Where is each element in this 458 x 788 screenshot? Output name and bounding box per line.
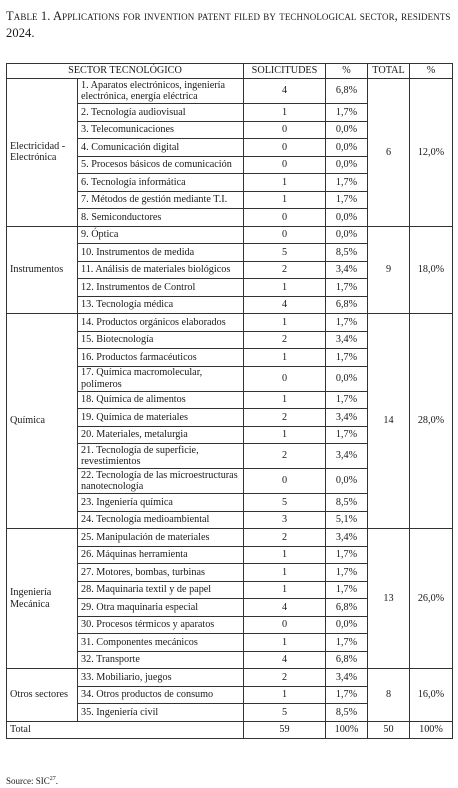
header-solicitudes: SOLICITUDES: [244, 64, 326, 79]
pct-value: 1,7%: [326, 686, 368, 704]
table-title: Table 1. Applications for invention patent filed by technological sector, residents 2024.: [6, 9, 451, 40]
pct-value: 3,4%: [326, 669, 368, 687]
pct-value: 3,4%: [326, 444, 368, 469]
header-pct: %: [326, 64, 368, 79]
technology-name: 14. Productos orgánicos elaborados: [78, 314, 244, 332]
technology-name: 12. Instrumentos de Control: [78, 279, 244, 297]
pct-value: 0,0%: [326, 469, 368, 494]
pct-value: 1,7%: [326, 546, 368, 564]
sector-total-pct: 12,0%: [410, 79, 453, 227]
pct-value: 1,7%: [326, 104, 368, 122]
sector-total-pct: 18,0%: [410, 226, 453, 314]
solicitudes-value: 1: [244, 191, 326, 209]
table-row: [7, 529, 453, 547]
total-label: Total: [7, 721, 244, 738]
header-row: [7, 64, 453, 79]
pct-value: 1,7%: [326, 191, 368, 209]
solicitudes-value: 4: [244, 296, 326, 314]
sector-total-pct: 28,0%: [410, 314, 453, 529]
pct-value: 5,1%: [326, 511, 368, 529]
solicitudes-value: 0: [244, 156, 326, 174]
sector-name: Química: [7, 314, 78, 529]
technology-name: 10. Instrumentos de medida: [78, 244, 244, 262]
solicitudes-value: 0: [244, 469, 326, 494]
technology-name: 34. Otros productos de consumo: [78, 686, 244, 704]
solicitudes-value: 0: [244, 366, 326, 391]
header-total: TOTAL: [368, 64, 410, 79]
table-row: [7, 226, 453, 244]
table-row: [7, 79, 453, 104]
technology-name: 18. Química de alimentos: [78, 391, 244, 409]
sector-total: 8: [368, 669, 410, 722]
patent-table: [6, 63, 453, 739]
pct-value: 3,4%: [326, 529, 368, 547]
solicitudes-value: 1: [244, 104, 326, 122]
sector-name: Otros sectores: [7, 669, 78, 722]
pct-value: 1,7%: [326, 174, 368, 192]
solicitudes-value: 0: [244, 121, 326, 139]
pct-value: 3,4%: [326, 261, 368, 279]
technology-name: 7. Métodos de gestión mediante T.I.: [78, 191, 244, 209]
total-pct: 100%: [326, 721, 368, 738]
pct-value: 1,7%: [326, 279, 368, 297]
pct-value: 8,5%: [326, 704, 368, 722]
pct-value: 0,0%: [326, 121, 368, 139]
solicitudes-value: 1: [244, 686, 326, 704]
technology-name: 2. Tecnología audiovisual: [78, 104, 244, 122]
pct-value: 6,8%: [326, 599, 368, 617]
solicitudes-value: 1: [244, 349, 326, 367]
technology-name: 23. Ingeniería química: [78, 494, 244, 512]
technology-name: 11. Análisis de materiales biológicos: [78, 261, 244, 279]
table-row: [7, 314, 453, 332]
technology-name: 29. Otra maquinaria especial: [78, 599, 244, 617]
source-ref: 27: [49, 776, 56, 782]
solicitudes-value: 0: [244, 226, 326, 244]
solicitudes-value: 2: [244, 409, 326, 427]
technology-name: 8. Semiconductores: [78, 209, 244, 227]
sector-total: 13: [368, 529, 410, 669]
technology-name: 27. Motores, bombas, turbinas: [78, 564, 244, 582]
solicitudes-value: 1: [244, 564, 326, 582]
header-sector: SECTOR TECNOLÓGICO: [7, 64, 244, 79]
solicitudes-value: 1: [244, 581, 326, 599]
sector-total: 6: [368, 79, 410, 227]
source-text: Source: SIC: [6, 776, 50, 786]
technology-name: 32. Transporte: [78, 651, 244, 669]
solicitudes-value: 1: [244, 546, 326, 564]
technology-name: 21. Tecnología de superficie, revestimientos: [78, 444, 244, 469]
pct-value: 0,0%: [326, 156, 368, 174]
pct-value: 1,7%: [326, 564, 368, 582]
pct-value: 1,7%: [326, 349, 368, 367]
technology-name: 13. Tecnología médica: [78, 296, 244, 314]
solicitudes-value: 2: [244, 529, 326, 547]
solicitudes-value: 4: [244, 651, 326, 669]
technology-name: 22. Tecnología de las microestructuras nanotecnología: [78, 469, 244, 494]
technology-name: 28. Maquinaria textil y de papel: [78, 581, 244, 599]
technology-name: 33. Mobiliario, juegos: [78, 669, 244, 687]
pct-value: 6,8%: [326, 651, 368, 669]
total-total: 50: [368, 721, 410, 738]
sector-total: 14: [368, 314, 410, 529]
technology-name: 25. Manipulación de materiales: [78, 529, 244, 547]
solicitudes-value: 2: [244, 331, 326, 349]
solicitudes-value: 2: [244, 669, 326, 687]
solicitudes-value: 5: [244, 244, 326, 262]
technology-name: 3. Telecomunicaciones: [78, 121, 244, 139]
total-solicitudes: 59: [244, 721, 326, 738]
technology-name: 5. Procesos básicos de comunicación: [78, 156, 244, 174]
sector-name: Ingeniería Mecánica: [7, 529, 78, 669]
solicitudes-value: 1: [244, 314, 326, 332]
technology-name: 15. Biotecnología: [78, 331, 244, 349]
pct-value: 0,0%: [326, 226, 368, 244]
sector-total: 9: [368, 226, 410, 314]
solicitudes-value: 4: [244, 79, 326, 104]
sector-total-pct: 26,0%: [410, 529, 453, 669]
sector-name: Instrumentos: [7, 226, 78, 314]
solicitudes-value: 0: [244, 139, 326, 157]
pct-value: 1,7%: [326, 391, 368, 409]
pct-value: 3,4%: [326, 409, 368, 427]
technology-name: 17. Química macromolecular, polímeros: [78, 366, 244, 391]
technology-name: 31. Componentes mecánicos: [78, 634, 244, 652]
pct-value: 1,7%: [326, 634, 368, 652]
technology-name: 16. Productos farmacéuticos: [78, 349, 244, 367]
total-row: [7, 721, 453, 738]
solicitudes-value: 0: [244, 209, 326, 227]
technology-name: 35. Ingeniería civil: [78, 704, 244, 722]
pct-value: 8,5%: [326, 494, 368, 512]
pct-value: 0,0%: [326, 616, 368, 634]
pct-value: 0,0%: [326, 209, 368, 227]
source-end: .: [55, 776, 58, 786]
pct-value: 1,7%: [326, 581, 368, 599]
total-total-pct: 100%: [410, 721, 453, 738]
solicitudes-value: 2: [244, 444, 326, 469]
source-note: [6, 776, 58, 786]
technology-name: 30. Procesos térmicos y aparatos: [78, 616, 244, 634]
pct-value: 0,0%: [326, 366, 368, 391]
technology-name: 9. Óptica: [78, 226, 244, 244]
technology-name: 4. Comunicación digital: [78, 139, 244, 157]
pct-value: 8,5%: [326, 244, 368, 262]
solicitudes-value: 1: [244, 391, 326, 409]
solicitudes-value: 2: [244, 261, 326, 279]
solicitudes-value: 1: [244, 634, 326, 652]
solicitudes-value: 1: [244, 426, 326, 444]
technology-name: 20. Materiales, metalurgia: [78, 426, 244, 444]
header-total-pct: %: [410, 64, 453, 79]
pct-value: 3,4%: [326, 331, 368, 349]
table-row: [7, 669, 453, 687]
sector-total-pct: 16,0%: [410, 669, 453, 722]
solicitudes-value: 1: [244, 174, 326, 192]
technology-name: 1. Aparatos electrónicos, ingeniería electrónica, energía eléctrica: [78, 79, 244, 104]
solicitudes-value: 5: [244, 494, 326, 512]
technology-name: 19. Química de materiales: [78, 409, 244, 427]
solicitudes-value: 0: [244, 616, 326, 634]
technology-name: 24. Tecnología medioambiental: [78, 511, 244, 529]
sector-name: Electricidad - Electrónica: [7, 79, 78, 227]
pct-value: 1,7%: [326, 426, 368, 444]
pct-value: 0,0%: [326, 139, 368, 157]
technology-name: 26. Máquinas herramienta: [78, 546, 244, 564]
solicitudes-value: 1: [244, 279, 326, 297]
table-body: [7, 79, 453, 722]
solicitudes-value: 5: [244, 704, 326, 722]
solicitudes-value: 4: [244, 599, 326, 617]
solicitudes-value: 3: [244, 511, 326, 529]
pct-value: 6,8%: [326, 79, 368, 104]
pct-value: 6,8%: [326, 296, 368, 314]
pct-value: 1,7%: [326, 314, 368, 332]
technology-name: 6. Tecnología informática: [78, 174, 244, 192]
